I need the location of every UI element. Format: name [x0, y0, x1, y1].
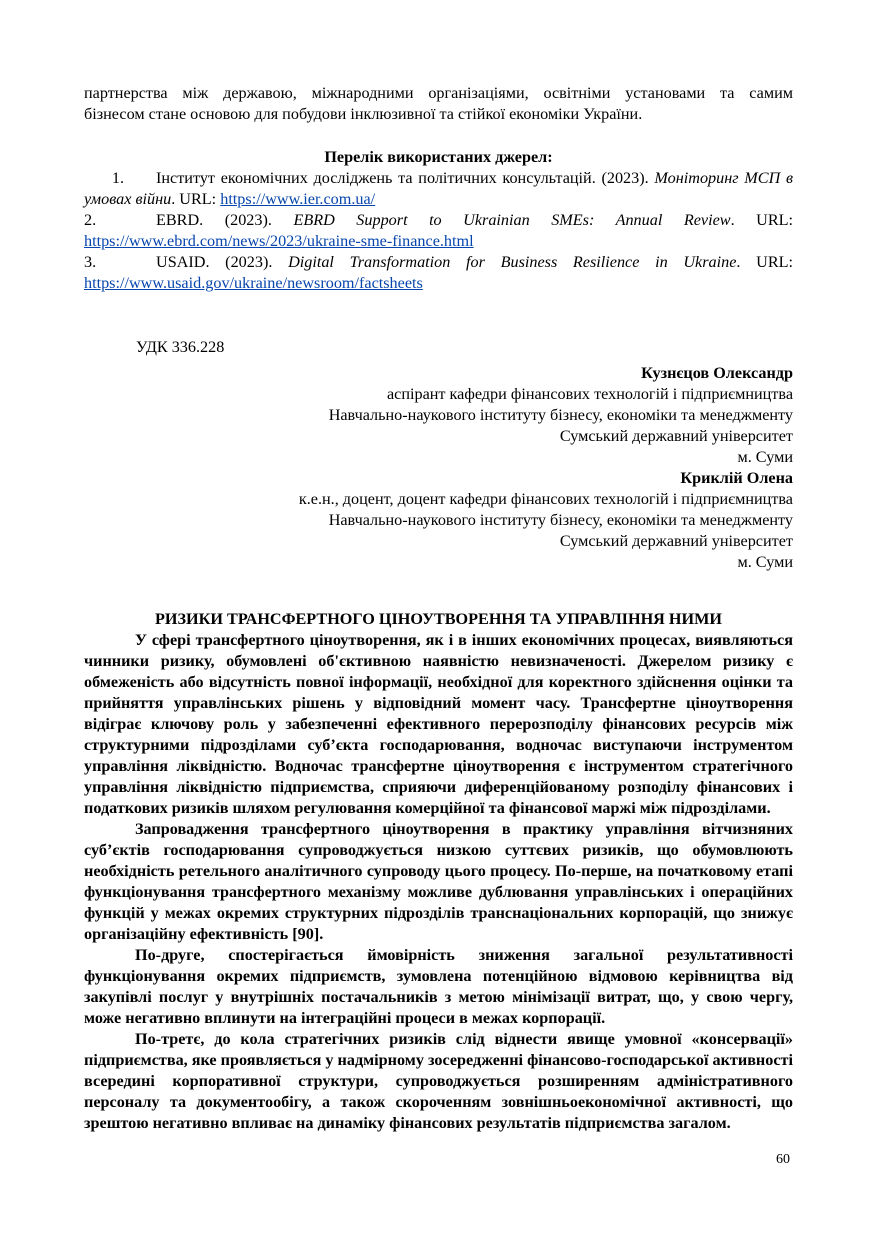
reference-text-url-label: . URL: — [736, 253, 793, 271]
body-paragraph: Запровадження трансфертного ціноутворення в практику управління вітчизняних суб’єктів господарювання супроводжується низкою суттєвих ризиків, що обумовлюють необхідність ретельного аналітичного супроводу цього процесу. По-перше, на початковому етапі функціонування трансфертного механізму можливе дублювання управлінських і операційних функцій у межах окремих структурних підрозділів транснаціональних корпорацій, що знижує організаційну ефективність [90]. — [84, 820, 793, 943]
article-title: РИЗИКИ ТРАНСФЕРТНОГО ЦІНОУТВОРЕННЯ ТА УПРАВЛІННЯ НИМИ — [155, 610, 722, 628]
body-paragraph: По-третє, до кола стратегічних ризиків слід віднести явище умовної «консервації» підприємства, яке проявляється у надмірному зосередженні фінансово-господарської активності всередині корпоративної структури, супроводжується розширенням адміністративного персоналу та документообігу, а також скороченням зовнішньоекономічної активності, що зрештою негативно впливає на динаміку фінансових результатів підприємства загалом. — [84, 1030, 793, 1132]
intro-line-2: бізнесом стане основою для побудови інклюзивної та стійкої економіки України. — [84, 105, 643, 123]
author-affiliation: к.е.н., доцент, доцент кафедри фінансових технологій і підприємництва — [298, 490, 793, 508]
intro-line-1: партнерства між державою, міжнародними організаціями, освітніми установами та самим — [84, 84, 793, 102]
reference-text: Інститут економічних досліджень та політичних консультацій. (2023). — [156, 169, 649, 187]
author-affiliation: Сумський державний університет — [559, 427, 793, 445]
page-number: 60 — [776, 1152, 790, 1167]
article-body — [84, 630, 793, 1134]
intro-paragraph — [84, 83, 793, 125]
reference-number: 2. — [84, 211, 97, 229]
reference-text-url-label: . URL: — [171, 190, 221, 208]
authors-block — [84, 363, 793, 573]
reference-text: EBRD. (2023). — [156, 211, 294, 229]
body-paragraph: У сфері трансфертного ціноутворення, як і в інших економічних процесах, виявляються чинники ризику, обумовлені об'єктивною наявністю невизначеності. Джерелом ризику є обмеженість або відсутність повної інформації, необхідної для коректного здійснення оцінки та прийняття управлінських рішень у відповідний момент часу. Трансфертне ціноутворення відіграє ключову роль у забезпеченні ефективного перерозподілу фінансових ресурсів між структурними підрозділами суб’єкта господарювання, водночас виступаючи інструментом управління ліквідністю. Водночас трансфертне ціноутворення є інструментом стратегічного управління ліквідністю підприємства, сприяючи диференційованому розподілу фінансових і податкових ризиків шляхом регулювання комерційної та фінансової маржі між підрозділами. — [84, 631, 793, 817]
author-name: Криклій Олена — [680, 469, 793, 487]
reference-text: USAID. (2023). — [156, 253, 289, 271]
author-affiliation: Навчально-наукового інституту бізнесу, економіки та менеджменту — [328, 406, 793, 424]
reference-number: 3. — [84, 253, 97, 271]
references-list — [84, 168, 793, 294]
reference-item — [84, 210, 793, 252]
reference-title: EBRD Support to Ukrainian SMEs: Annual Review — [293, 211, 731, 229]
author-name: Кузнєцов Олександр — [641, 364, 793, 382]
udc-code: УДК 336.228 — [136, 338, 225, 356]
author-affiliation: аспірант кафедри фінансових технологій і підприємництва — [386, 385, 793, 403]
references-heading: Перелік використаних джерел: — [324, 148, 553, 166]
reference-link[interactable]: https://www.ebrd.com/news/2023/ukraine-sme-finance.html — [84, 232, 474, 250]
reference-link[interactable]: https://www.ier.com.ua/ — [220, 190, 376, 208]
reference-item — [84, 168, 793, 210]
reference-link[interactable]: https://www.usaid.gov/ukraine/newsroom/factsheets — [84, 274, 423, 292]
author-city: м. Суми — [737, 553, 793, 571]
reference-text-url-label: . URL: — [730, 211, 794, 229]
author-affiliation: Сумський державний університет — [559, 532, 793, 550]
document-page — [84, 83, 793, 1134]
author-affiliation: Навчально-наукового інституту бізнесу, економіки та менеджменту — [328, 511, 793, 529]
reference-title: Digital Transformation for Business Resilience in Ukraine — [288, 253, 737, 271]
body-paragraph: По-друге, спостерігається ймовірність зниження загальної результативності функціонування окремих підприємств, зумовлена потенційною відмовою керівництва від закупівлі послуг у внутрішніх постачальників з метою мінімізації витрат, що, у свою чергу, може негативно вплинути на інтеграційні процеси в межах корпорації. — [84, 946, 793, 1027]
author-city: м. Суми — [737, 448, 793, 466]
reference-title: Моніторинг МСП в умовах війни — [84, 169, 794, 208]
reference-item — [84, 252, 793, 294]
reference-number: 1. — [111, 169, 124, 187]
